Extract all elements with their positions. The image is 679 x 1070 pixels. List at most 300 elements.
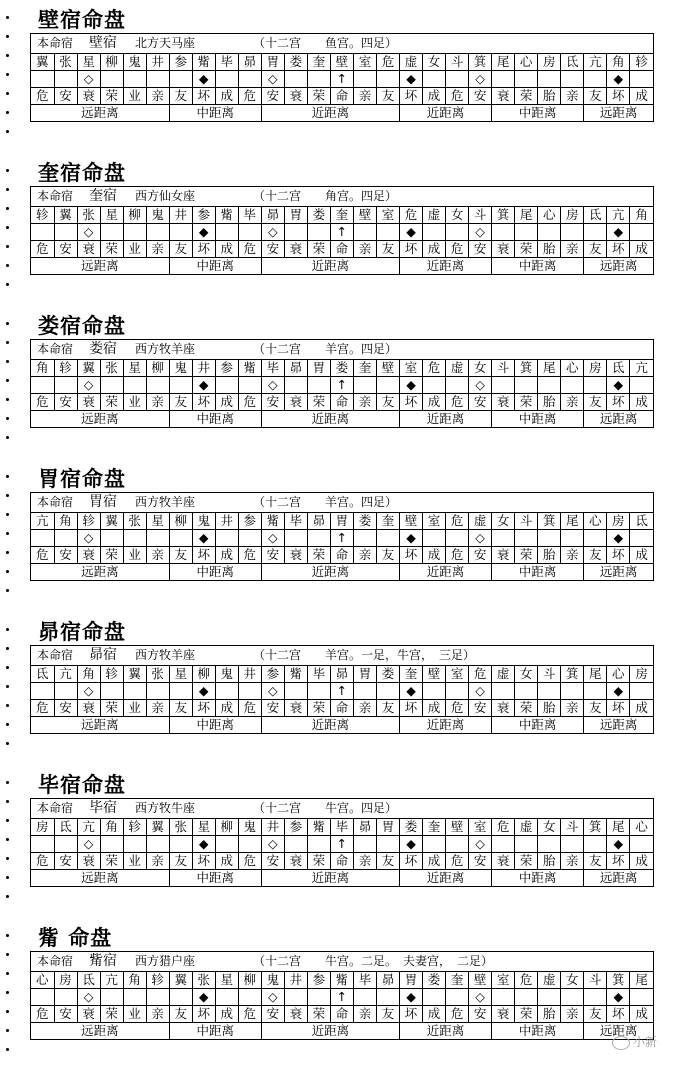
mansion-cell: 虚 [538,972,561,989]
relation-cell: 危 [446,241,469,258]
relation-cell: 亲 [353,394,376,411]
bullet-dot [6,226,9,229]
relation-cell: 荣 [515,547,538,564]
relation-cell: 命 [330,88,353,105]
self-label: 本命宿 [37,801,74,815]
relation-cell: 危 [238,88,261,105]
marker-cell [446,377,469,394]
chart-header-row [31,340,653,360]
self-mansion-name: 壁宿 [89,35,117,51]
distance-cell: 中距离 [169,717,261,734]
marker-cell [169,989,192,1006]
marker-cell [100,224,123,241]
relation-cell: 亲 [561,700,584,717]
relation-cell: 坏 [192,88,215,105]
bullet-dot [6,532,9,535]
self-mansion-name: 胃宿 [89,494,117,510]
distance-cell: 中距离 [169,870,261,887]
relation-cell: 安 [261,394,284,411]
marker-cell [169,530,192,547]
relation-cell: 荣 [100,700,123,717]
marker-cell [423,530,446,547]
marker-cell: ◇ [469,836,492,853]
mansion-cell: 娄 [423,972,446,989]
mansion-cell: 壁 [400,513,423,530]
relation-cell: 衰 [492,88,515,105]
distance-cell: 远距离 [599,564,638,579]
relation-cell: 命 [330,700,353,717]
relation-cell: 成 [423,853,446,870]
relation-cell: 荣 [307,700,330,717]
marker-cell [630,989,653,1006]
marker-cell [538,71,561,88]
relation-cell: 成 [215,88,238,105]
mansion-cell: 鬼 [169,360,192,377]
marker-cell [215,530,238,547]
marker-cell: ◇ [261,224,284,241]
chart-header-row [31,952,653,972]
bullet-dot [6,991,9,994]
mansion-cell: 虚 [492,666,515,683]
mansion-cell: 斗 [492,360,515,377]
marker-cell [100,989,123,1006]
mansion-cell: 昴 [307,513,330,530]
bullet-dot [6,54,9,57]
section-title: 壁宿命盘 [38,7,126,32]
self-label: 本命宿 [37,954,74,968]
bullet-dot [6,475,9,478]
mansion-cell: 室 [423,513,446,530]
mansion-row [31,513,653,530]
marker-cell [215,989,238,1006]
mansion-cell: 壁 [330,54,353,71]
marker-cell [538,683,561,700]
relation-cell: 危 [31,241,54,258]
relation-cell: 友 [376,394,399,411]
relation-cell: 成 [423,241,446,258]
relation-cell: 成 [215,1006,238,1023]
mansion-cell: 轸 [630,54,653,71]
mansion-cell: 翼 [54,207,77,224]
mansion-cell: 房 [607,513,630,530]
distance-cell: 中距离 [492,1023,584,1040]
marker-cell [584,989,607,1006]
relation-cell: 成 [215,700,238,717]
marker-cell [54,530,77,547]
chart-header-row [31,646,653,666]
marker-cell [538,530,561,547]
relation-cell: 友 [584,547,607,564]
relation-cell: 衰 [492,241,515,258]
marker-cell [584,683,607,700]
distance-cell: 近距离 [261,1023,399,1040]
relation-cell: 亲 [561,241,584,258]
relation-cell: 亲 [561,853,584,870]
mansion-cell: 奎 [330,207,353,224]
relation-cell: 危 [446,1006,469,1023]
marker-cell: ◇ [77,989,100,1006]
marker-row [31,224,653,241]
marker-cell: ◇ [261,71,284,88]
self-label: 本命宿 [37,342,74,356]
distance-cell: 近距离 [261,564,399,581]
relation-cell: 坏 [400,700,423,717]
marker-cell [492,224,515,241]
mansion-cell: 娄 [400,819,423,836]
relation-cell: 危 [238,700,261,717]
relation-cell: 成 [423,1006,446,1023]
self-label: 本命宿 [37,189,74,203]
constellation-name: 西方牧牛座 [135,801,196,815]
bullet-dot [6,1048,9,1051]
mansion-cell: 室 [492,972,515,989]
relation-cell: 安 [54,394,77,411]
marker-cell [284,71,307,88]
mansion-cell: 危 [400,207,423,224]
mansion-cell: 觜 [261,513,284,530]
relation-cell: 衰 [284,700,307,717]
distance-cell: 近距离 [261,411,399,428]
watermark-text: 小新 [632,1035,657,1049]
mansion-cell: 女 [561,972,584,989]
mansion-cell: 毕 [330,819,353,836]
marker-cell [561,377,584,394]
bullet-dot [6,800,9,803]
relation-cell: 成 [423,88,446,105]
marker-cell: ◆ [192,224,215,241]
mansion-cell: 胃 [376,819,399,836]
mansion-cell: 氐 [607,360,630,377]
mansion-cell: 箕 [469,54,492,71]
relation-cell: 衰 [77,241,100,258]
relation-row [31,241,653,258]
marker-cell [123,989,146,1006]
marker-cell: ◆ [400,836,423,853]
bullet-dot [6,647,9,650]
marker-cell: ◆ [192,377,215,394]
distance-cell: 中距离 [169,105,261,122]
bullet-dot [6,398,9,401]
mansion-cell: 胃 [400,972,423,989]
bullet-dot [6,341,9,344]
mansion-cell: 箕 [607,972,630,989]
marker-cell [353,683,376,700]
palace-info: （十二宫 鱼宫。四足） [253,36,398,50]
mansion-row [31,54,653,71]
mansion-cell: 毕 [307,666,330,683]
mansion-cell: 心 [31,972,54,989]
constellation-name: 西方猎户座 [135,954,196,968]
relation-cell: 坏 [192,1006,215,1023]
mansion-cell: 星 [146,513,169,530]
marker-cell [584,224,607,241]
marker-cell [561,683,584,700]
marker-cell [238,224,261,241]
marker-cell: ◇ [261,377,284,394]
relation-cell: 坏 [192,394,215,411]
marker-cell [238,71,261,88]
mansion-cell: 昴 [330,666,353,683]
mansion-cell: 昴 [238,54,261,71]
palace-info: （十二宫 角宫。四足） [253,189,398,203]
bullet-dot [6,360,9,363]
relation-cell: 胎 [538,547,561,564]
relation-cell: 坏 [607,700,630,717]
relation-cell: 坏 [400,88,423,105]
bullet-dot [6,953,9,956]
distance-cell: 远距离 [599,870,638,885]
marker-cell: ◇ [469,989,492,1006]
mansion-cell: 奎 [400,666,423,683]
marker-cell: ◆ [400,224,423,241]
marker-cell [169,836,192,853]
marker-cell: ◇ [77,836,100,853]
bullet-dot [6,494,9,497]
mansion-cell: 氐 [77,972,100,989]
relation-cell: 命 [330,241,353,258]
mansion-cell: 胃 [284,207,307,224]
palace-info: （十二宫 羊宫。一足，牛宫， 三足） [253,648,476,662]
mansion-cell: 鬼 [215,666,238,683]
relation-cell: 胎 [538,241,561,258]
mansion-cell: 斗 [538,666,561,683]
mansion-cell: 女 [423,54,446,71]
mansion-cell: 心 [515,54,538,71]
marker-cell [630,530,653,547]
bullet-dot [6,16,9,19]
marker-cell [169,71,192,88]
mansion-cell: 亢 [607,207,630,224]
bullet-dot [6,551,9,554]
mansion-cell: 氐 [561,54,584,71]
distance-row [31,870,653,887]
mansion-cell: 娄 [307,207,330,224]
distance-cell: 远距离 [31,105,169,122]
relation-cell: 安 [261,88,284,105]
watermark [612,1033,657,1050]
relation-cell: 胎 [538,88,561,105]
relation-cell: 危 [238,394,261,411]
mansion-cell: 尾 [584,666,607,683]
relation-cell: 危 [31,700,54,717]
distance-cell: 远距离 [31,717,169,734]
marker-cell [54,71,77,88]
marker-cell [169,683,192,700]
mansion-cell: 室 [376,207,399,224]
marker-cell [423,224,446,241]
marker-cell [538,224,561,241]
marker-cell [630,683,653,700]
marker-cell: ◇ [261,989,284,1006]
relation-cell: 亲 [146,241,169,258]
distance-cell: 中距离 [492,258,584,275]
mansion-cell: 箕 [561,666,584,683]
marker-cell [215,683,238,700]
relation-cell: 危 [446,547,469,564]
distance-cell: 远距离 [599,105,638,120]
relation-cell: 荣 [307,853,330,870]
bullet-dot [6,819,9,822]
marker-cell: ◇ [77,224,100,241]
relation-cell: 友 [584,853,607,870]
marker-cell: ◆ [192,836,215,853]
mansion-cell: 张 [100,360,123,377]
distance-cell: 中距离 [492,870,584,887]
section-title: 觜 命盘 [38,925,113,950]
mansion-cell: 亢 [100,972,123,989]
relation-cell: 业 [123,853,146,870]
mansion-cell: 参 [284,819,307,836]
marker-row [31,989,653,1006]
relation-cell: 危 [31,88,54,105]
distance-cell: 近距离 [261,717,399,734]
mansion-cell: 参 [169,54,192,71]
marker-cell: ◇ [469,377,492,394]
marker-cell [353,836,376,853]
marker-cell [353,71,376,88]
marker-cell [238,836,261,853]
bullet-dot [6,876,9,879]
mansion-cell: 鬼 [261,972,284,989]
marker-cell: ◆ [607,989,630,1006]
palace-info: （十二宫 牛宫。四足） [253,801,398,815]
relation-cell: 友 [584,241,607,258]
relation-cell: 衰 [77,547,100,564]
mansion-cell: 鬼 [123,54,146,71]
bullet-dot [6,781,9,784]
marker-cell: ◆ [192,683,215,700]
marker-cell [446,836,469,853]
section-title: 毕宿命盘 [38,772,126,797]
marker-cell: ◆ [607,683,630,700]
mansion-cell: 箕 [584,819,607,836]
marker-cell: ◇ [77,71,100,88]
marker-cell [238,377,261,394]
marker-cell: ◇ [469,683,492,700]
bullet-dot [6,1010,9,1013]
mansion-cell: 危 [376,54,399,71]
mansion-cell: 鬼 [238,819,261,836]
relation-cell: 成 [215,394,238,411]
marker-cell [423,71,446,88]
marker-cell [215,377,238,394]
marker-cell [123,377,146,394]
relation-cell: 衰 [492,1006,515,1023]
mansion-cell: 翼 [100,513,123,530]
marker-cell [376,377,399,394]
mansion-cell: 亢 [630,360,653,377]
mansion-cell: 井 [146,54,169,71]
mansion-row [31,819,653,836]
marker-cell [446,683,469,700]
marker-cell: ◇ [261,836,284,853]
relation-cell: 坏 [607,853,630,870]
relation-cell: 危 [238,853,261,870]
relation-cell: 友 [376,241,399,258]
mansion-cell: 角 [607,54,630,71]
marker-cell [446,224,469,241]
mansion-cell: 胃 [353,666,376,683]
relation-cell: 危 [31,394,54,411]
relation-cell: 衰 [492,853,515,870]
relation-cell: 安 [54,1006,77,1023]
mansion-cell: 觜 [284,666,307,683]
bullet-dot [6,685,9,688]
relation-cell: 危 [31,1006,54,1023]
relation-cell: 亲 [146,700,169,717]
relation-cell: 成 [215,547,238,564]
bullet-dot [6,1029,9,1032]
distance-cell: 中距离 [169,411,261,428]
marker-cell [492,377,515,394]
bullet-dot [6,245,9,248]
marker-cell [146,530,169,547]
self-mansion-name: 觜宿 [89,953,117,969]
bullet-dot [6,838,9,841]
relation-cell: 成 [630,394,653,411]
mansion-cell: 星 [123,360,146,377]
distance-cell: 远距离 [599,717,638,732]
marker-cell [515,989,538,1006]
relation-cell: 友 [584,700,607,717]
self-mansion-name: 娄宿 [89,341,117,357]
marker-cell: ◇ [261,683,284,700]
mansion-cell: 角 [100,819,123,836]
marker-cell [561,989,584,1006]
relation-cell: 业 [123,394,146,411]
mansion-cell: 尾 [607,819,630,836]
mansion-cell: 角 [54,513,77,530]
relation-cell: 友 [376,88,399,105]
marker-cell [284,530,307,547]
mansion-cell: 井 [284,972,307,989]
relation-cell: 成 [630,1006,653,1023]
distance-cell: 近距离 [400,258,492,275]
relation-cell: 业 [123,547,146,564]
marker-cell [492,71,515,88]
mansion-cell: 女 [469,360,492,377]
mansion-cell: 角 [77,666,100,683]
mansion-cell: 毕 [353,972,376,989]
section-title: 胃宿命盘 [38,466,126,491]
mansion-cell: 参 [238,513,261,530]
mansion-cell: 轸 [31,207,54,224]
marker-cell [353,377,376,394]
mansion-cell: 觜 [307,819,330,836]
mansion-cell: 觜 [330,972,353,989]
mansion-cell: 斗 [469,207,492,224]
marker-cell [100,836,123,853]
relation-cell: 亲 [146,547,169,564]
relation-cell: 荣 [307,88,330,105]
marker-cell [146,377,169,394]
bullet-dot [6,666,9,669]
relation-cell: 亲 [353,88,376,105]
mansion-cell: 柳 [192,666,215,683]
mansion-cell: 斗 [561,819,584,836]
mansion-cell: 角 [31,360,54,377]
marker-cell [630,377,653,394]
mansion-row [31,360,653,377]
mansion-cell: 亢 [54,666,77,683]
relation-cell: 成 [630,700,653,717]
marker-row [31,683,653,700]
mansion-cell: 胃 [261,54,284,71]
marker-cell [123,836,146,853]
marker-row [31,71,653,88]
mansion-cell: 娄 [376,666,399,683]
relation-cell: 命 [330,1006,353,1023]
